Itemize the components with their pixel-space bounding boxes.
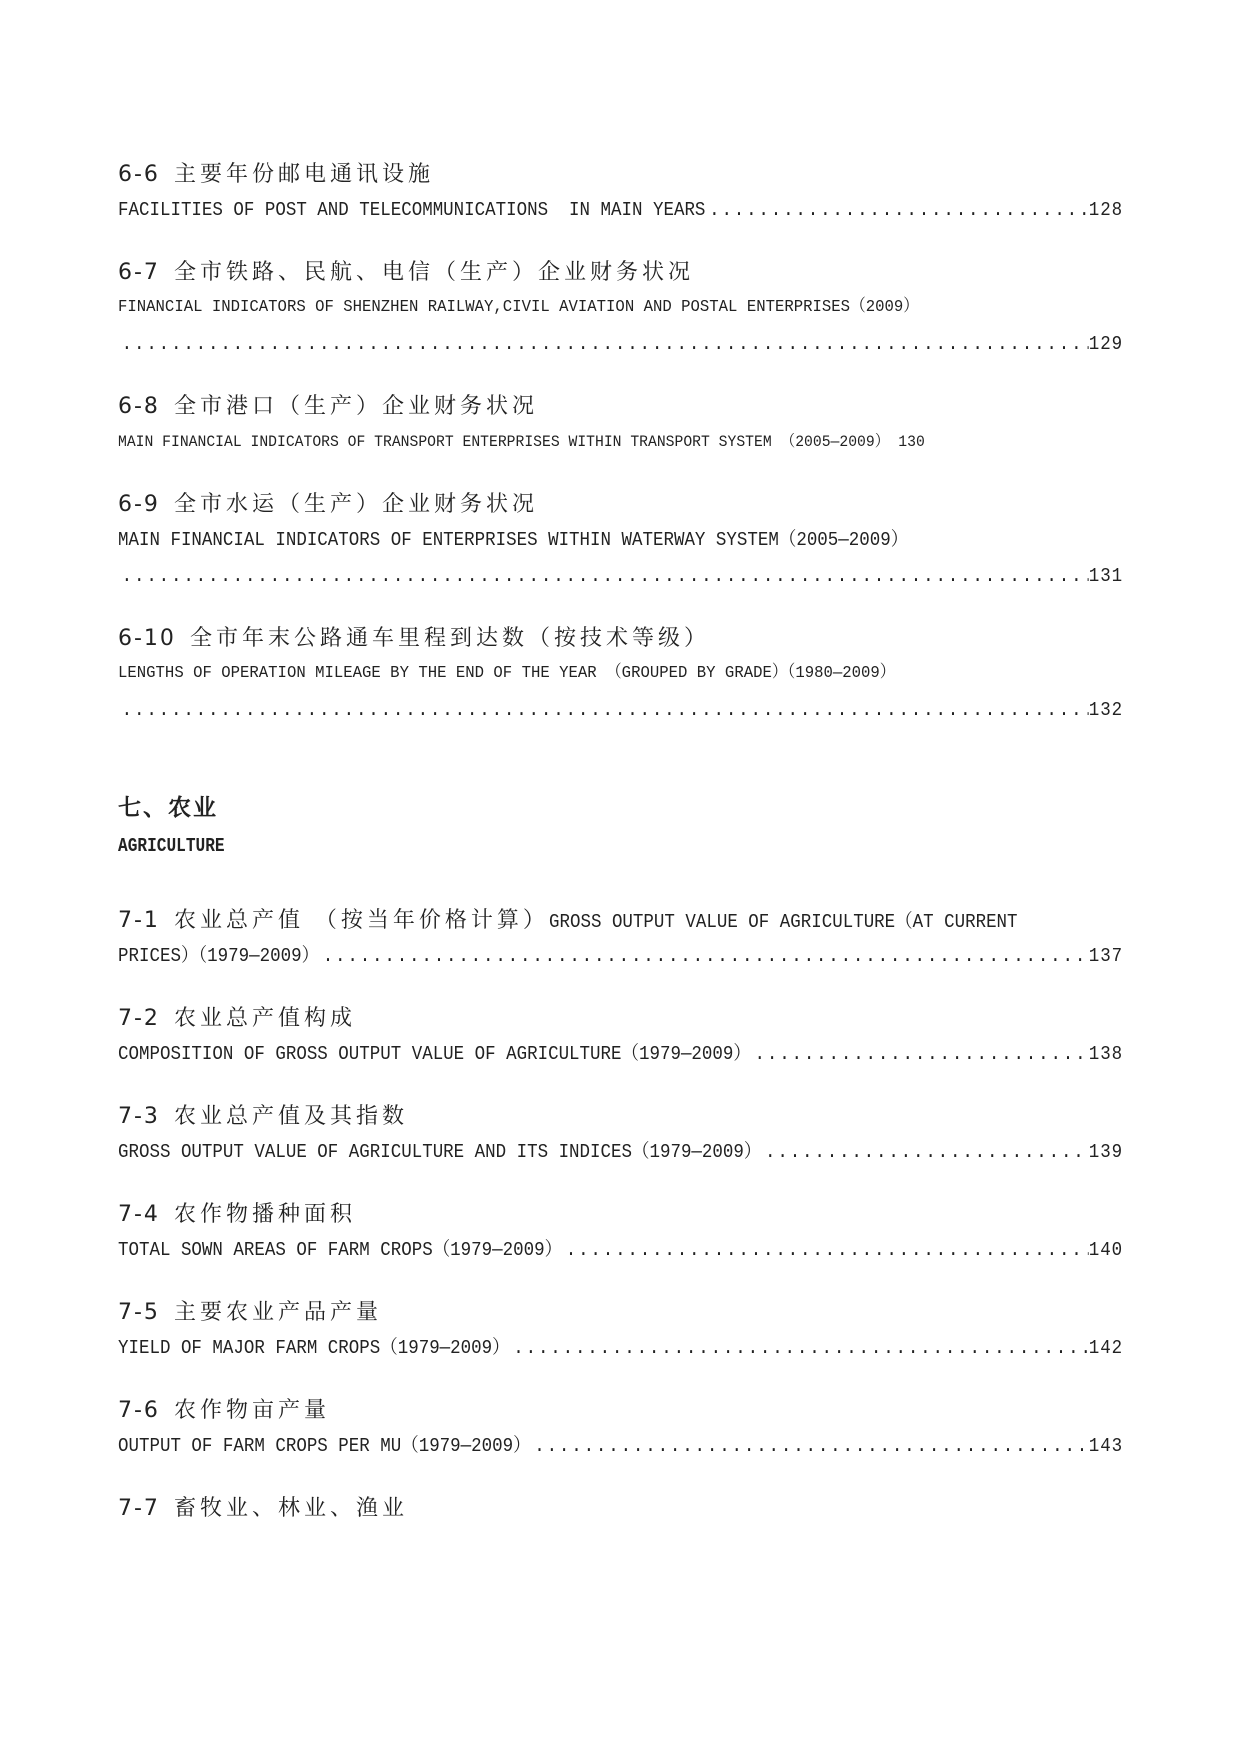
- entry-title-en: FACILITIES OF POST AND TELECOMMUNICATIONS IN MAIN YEARS: [118, 199, 706, 221]
- entry-title-zh: [118, 1394, 1123, 1428]
- entry-title-en: LENGTHS OF OPERATION MILEAGE BY THE END OF THE YEAR （GROUPED BY GRADE）（1980—2009）: [118, 664, 896, 683]
- entry-title-zh: [118, 622, 1123, 656]
- entry-title-en: YIELD OF MAJOR FARM CROPS（1979—2009）: [118, 1337, 510, 1359]
- entry-title-zh-text: 全市铁路、民航、电信（生产）企业财务状况: [173, 260, 694, 285]
- entry-number: 6-7: [118, 260, 160, 285]
- leader-dots: [761, 1134, 1088, 1170]
- entry-title-zh-text: 主要年份邮电通讯设施: [173, 162, 434, 187]
- entry-title-en-line[interactable]: [118, 1232, 1123, 1268]
- entry-title-en-line[interactable]: [118, 558, 1123, 594]
- toc-entry-6-6[interactable]: [118, 158, 1123, 228]
- leader-dots: [118, 326, 1089, 362]
- entry-title-zh: [118, 256, 1123, 290]
- entry-number: 7-6: [118, 1398, 160, 1423]
- entry-title-en: OUTPUT OF FARM CROPS PER MU（1979—2009）: [118, 1435, 531, 1457]
- page-number[interactable]: 137: [1088, 945, 1124, 967]
- toc-page: [118, 158, 1123, 1554]
- entry-title-en: GROSS OUTPUT VALUE OF AGRICULTURE AND ITS INDICES（1979—2009）: [118, 1141, 762, 1163]
- toc-entry-7-1[interactable]: [118, 904, 1123, 974]
- entry-title-en-line[interactable]: [118, 1330, 1123, 1366]
- entry-title-en-line[interactable]: [118, 192, 1123, 228]
- entry-title-en-line[interactable]: [118, 522, 1123, 558]
- entry-title-en: MAIN FINANCIAL INDICATORS OF TRANSPORT ENTERPRISES WITHIN TRANSPORT SYSTEM （2005—2009） 130: [118, 433, 925, 451]
- entry-title-zh: [118, 1002, 1123, 1036]
- entry-title-en-line[interactable]: [118, 1036, 1123, 1072]
- page-number[interactable]: 132: [1088, 699, 1124, 721]
- entry-title-en-line[interactable]: [118, 656, 1123, 692]
- leader-dots: [531, 1428, 1089, 1464]
- entry-number: 7-2: [118, 1006, 160, 1031]
- entry-title-zh-text: 农业总产值及其指数: [173, 1104, 408, 1129]
- page-number[interactable]: 129: [1088, 333, 1124, 355]
- entry-title-zh-text: 农业总产值构成: [173, 1006, 356, 1031]
- section-title-en: AGRICULTURE: [118, 835, 225, 857]
- entry-title-zh: [118, 904, 1123, 938]
- entry-number: 6-9: [118, 492, 160, 517]
- entry-title-zh: [118, 1198, 1123, 1232]
- entry-title-en: MAIN FINANCIAL INDICATORS OF ENTERPRISES WITHIN WATERWAY SYSTEM（2005—2009）: [118, 529, 909, 551]
- entry-title-en-line[interactable]: [118, 290, 1123, 326]
- page-number[interactable]: 139: [1088, 1141, 1124, 1163]
- entry-title-zh-text: 农作物亩产量: [173, 1398, 330, 1423]
- page-number[interactable]: 140: [1088, 1239, 1124, 1261]
- toc-entry-6-7[interactable]: [118, 256, 1123, 362]
- section-heading-agriculture[interactable]: [118, 788, 1123, 864]
- entry-number: 7-1: [118, 908, 160, 933]
- leader-dots: [118, 558, 1089, 594]
- leader-dots: [319, 938, 1089, 974]
- entry-title-zh-text: 全市年末公路通车里程到达数（按技术等级）: [189, 626, 710, 651]
- entry-title-zh: [118, 1100, 1123, 1134]
- entry-title-en-line[interactable]: [118, 1428, 1123, 1464]
- entry-title-en-line[interactable]: [118, 692, 1123, 728]
- leader-dots: [705, 192, 1088, 228]
- toc-entry-6-10[interactable]: [118, 622, 1123, 728]
- entry-title-zh: [118, 488, 1123, 522]
- toc-entry-7-5[interactable]: [118, 1296, 1123, 1366]
- toc-entry-7-7[interactable]: [118, 1492, 1123, 1526]
- page-number[interactable]: 138: [1088, 1043, 1124, 1065]
- page-number[interactable]: 131: [1088, 565, 1124, 587]
- leader-dots: [118, 692, 1089, 728]
- entry-title-zh-text: 畜牧业、林业、渔业: [173, 1496, 408, 1521]
- entry-number: 7-4: [118, 1202, 160, 1227]
- entry-title-en-line[interactable]: [118, 326, 1123, 362]
- toc-entry-6-9[interactable]: [118, 488, 1123, 594]
- entry-title-en-line[interactable]: [118, 938, 1123, 974]
- page-number[interactable]: 143: [1088, 1435, 1124, 1457]
- entry-title-zh: [118, 390, 1123, 424]
- entry-title-zh-text: 主要农业产品产量: [173, 1300, 382, 1325]
- entry-title-en-line[interactable]: [118, 424, 1123, 460]
- toc-entry-6-8[interactable]: [118, 390, 1123, 460]
- entry-number: 7-5: [118, 1300, 160, 1325]
- toc-entry-7-6[interactable]: [118, 1394, 1123, 1464]
- entry-title-zh: [118, 1296, 1123, 1330]
- toc-entry-7-2[interactable]: [118, 1002, 1123, 1072]
- entry-title-en: TOTAL SOWN AREAS OF FARM CROPS（1979—2009）: [118, 1239, 563, 1261]
- section-title-zh: 七、农业: [118, 795, 218, 821]
- leader-dots: [510, 1330, 1089, 1366]
- entry-title-en-inline: GROSS OUTPUT VALUE OF AGRICULTURE（AT CURRENT: [548, 911, 1018, 933]
- entry-title-zh-text: 全市港口（生产）企业财务状况: [173, 394, 538, 419]
- leader-dots: [751, 1036, 1089, 1072]
- entry-title-en: FINANCIAL INDICATORS OF SHENZHEN RAILWAY,CIVIL AVIATION AND POSTAL ENTERPRISES（2009）: [118, 298, 919, 317]
- leader-dots: [562, 1232, 1089, 1268]
- entry-number: 7-3: [118, 1104, 160, 1129]
- entry-title-zh-text: 农作物播种面积: [173, 1202, 356, 1227]
- page-number[interactable]: 142: [1088, 1337, 1124, 1359]
- page-number[interactable]: 128: [1088, 199, 1124, 221]
- toc-entry-7-4[interactable]: [118, 1198, 1123, 1268]
- entry-title-en: COMPOSITION OF GROSS OUTPUT VALUE OF AGRICULTURE（1979—2009）: [118, 1043, 751, 1065]
- entry-title-zh-text: 农业总产值 （按当年价格计算）: [173, 908, 549, 933]
- entry-title-zh: [118, 1492, 1123, 1526]
- entry-number: 6-10: [118, 626, 176, 651]
- entry-number: 6-6: [118, 162, 160, 187]
- entry-title-en: PRICES）（1979—2009）: [118, 945, 320, 967]
- entry-number: 6-8: [118, 394, 160, 419]
- entry-number: 7-7: [118, 1496, 160, 1521]
- entry-title-en-line[interactable]: [118, 1134, 1123, 1170]
- entry-title-zh-text: 全市水运（生产）企业财务状况: [173, 492, 538, 517]
- entry-title-zh: [118, 158, 1123, 192]
- toc-entry-7-3[interactable]: [118, 1100, 1123, 1170]
